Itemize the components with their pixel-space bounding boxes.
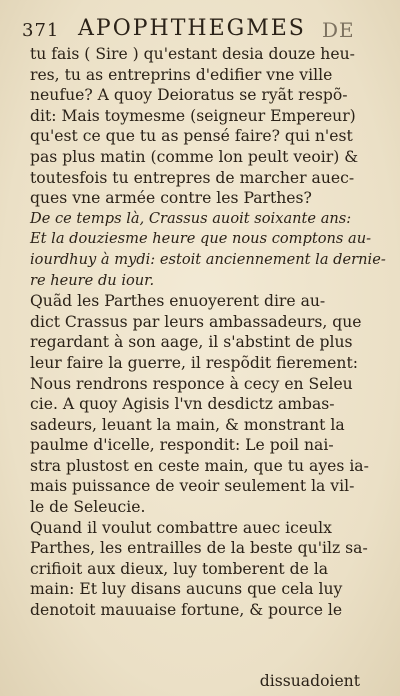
text-line: leur faire la guerre, il respõdit fierement:	[30, 353, 358, 372]
italic-note-line: iourdhuy à mydi: estoit anciennement la dernie-	[30, 250, 386, 268]
text-line: sadeurs, leuant la main, & monstrant la	[30, 415, 345, 434]
text-line: neufue? A quoy Deioratus se ryãt respõ-	[30, 86, 348, 105]
italic-note-line: De ce temps là, Crassus auoit soixante ans:	[30, 209, 352, 227]
text-line: Quand il voulut combattre auec iceulx	[30, 518, 332, 537]
text-line: Nous rendrons responce à cecy en Seleu	[30, 374, 353, 393]
text-line: res, tu as entreprins d'edifier vne ville	[30, 65, 333, 84]
text-line: stra plustost en ceste main, que tu ayes ia-	[30, 456, 369, 475]
text-line: paulme d'icelle, respondit: Le poil nai-	[30, 436, 334, 455]
text-line: Quãd les Parthes enuoyerent dire au-	[30, 292, 326, 311]
text-line: dict Crassus par leurs ambassadeurs, que	[30, 312, 362, 331]
text-line: pas plus matin (comme lon peult veoir) &	[30, 147, 359, 166]
folio-number: 371	[22, 20, 60, 41]
bleed-through-text: DE	[322, 18, 355, 42]
text-line: crifioit aux dieux, luy tomberent de la	[30, 559, 329, 578]
running-head: APOPHTHEGMES	[78, 16, 306, 41]
text-line: denotoit mauuaise fortune, & pource le	[30, 601, 343, 620]
text-line: cie. A quoy Agisis l'vn desdictz ambas-	[30, 395, 335, 414]
italic-note-line: Et la douziesme heure que nous comptons au-	[30, 230, 372, 248]
text-line: main: Et luy disans aucuns que cela luy	[30, 580, 343, 599]
catchword: dissuadoient	[259, 672, 360, 690]
text-line: le de Seleucie.	[30, 498, 146, 517]
text-line: tu fais ( Sire ) qu'estant desia douze heu-	[30, 45, 355, 63]
page-header	[0, 16, 400, 46]
text-line: Parthes, les entrailles de la beste qu'ilz sa-	[30, 539, 368, 558]
text-line: qu'est ce que tu as pensé faire? qui n'est	[30, 127, 353, 146]
italic-note-line: re heure du iour.	[30, 271, 155, 289]
text-line: ques vne armée contre les Parthes?	[30, 189, 312, 208]
body-text	[30, 44, 386, 621]
text-line: mais puissance de veoir seulement la vil-	[30, 477, 355, 496]
text-line: dit: Mais toymesme (seigneur Empereur)	[30, 106, 356, 125]
text-line: toutesfois tu entrepres de marcher auec-	[30, 168, 355, 187]
text-line: regardant à son aage, il s'abstint de plus	[30, 333, 353, 352]
